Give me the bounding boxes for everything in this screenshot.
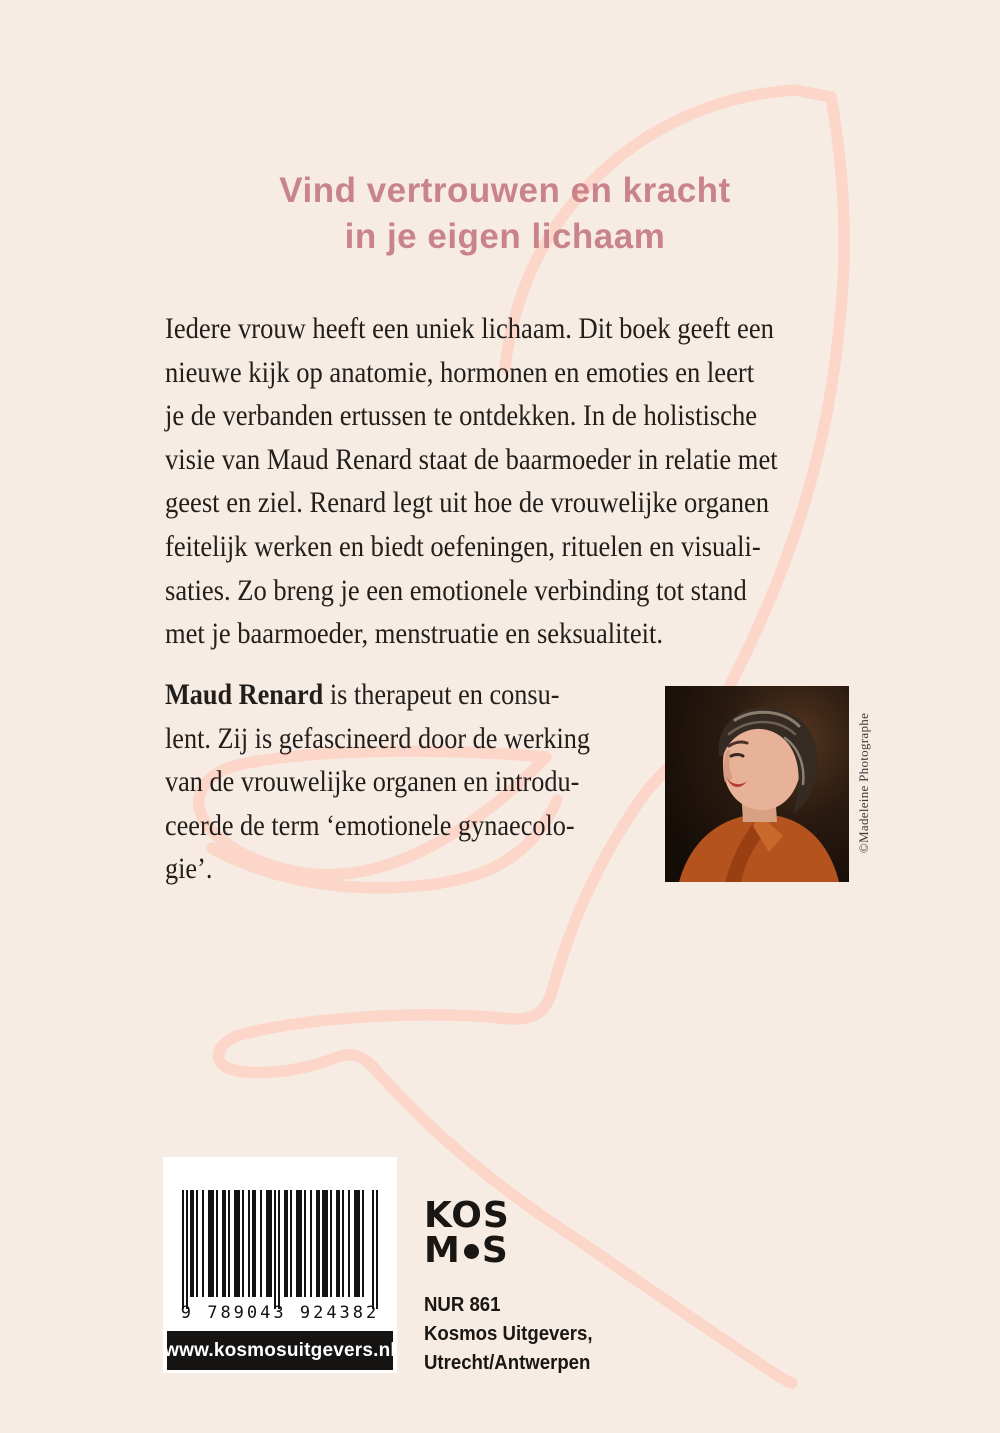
description-line: nieuwe kijk op anatomie, hormonen en emoties en leert [165, 356, 755, 389]
description-line: met je baarmoeder, menstruatie en seksualiteit. [165, 618, 664, 651]
barcode-box [163, 1157, 397, 1373]
ean-barcode [182, 1190, 378, 1312]
kosmos-logo [424, 1195, 510, 1271]
bio-line: van de vrouwelijke organen en introdu- [165, 766, 580, 799]
publisher-website: www.kosmosuitgevers.nl [167, 1331, 393, 1370]
bio-line: ceerde de term ‘emotionele gynaecolo- [165, 809, 575, 842]
description-line: je de verbanden ertussen te ontdekken. In de holistische [165, 400, 758, 433]
tagline-line-2: in je eigen lichaam [344, 217, 666, 256]
author-portrait-image [665, 686, 849, 882]
publisher-name: Kosmos Uitgevers, [424, 1323, 593, 1345]
kosmos-logo-top: KOS [424, 1195, 510, 1236]
bio-line: gie’. [165, 853, 213, 886]
kosmos-logo-dot [464, 1244, 479, 1259]
description-line: visie van Maud Renard staat de baarmoeder in relatie met [165, 443, 778, 476]
description-line: feitelijk werken en biedt oefeningen, rituelen en visuali- [165, 530, 761, 563]
description-line: Iedere vrouw heeft een uniek lichaam. Dit boek geeft een [165, 313, 774, 345]
nur-code: NUR 861 [424, 1294, 501, 1316]
isbn-digits: 9 789043 924382 [180, 1303, 380, 1323]
publisher-location: Utrecht/Antwerpen [424, 1352, 591, 1374]
photo-credit: ©Madeleine Photographe [856, 712, 871, 854]
description-paragraph [165, 308, 867, 657]
bio-line: lent. Zij is gefascineerd door de werking [165, 722, 591, 755]
description-line: geest en ziel. Renard legt uit hoe de vrouwelijke organen [165, 487, 770, 520]
author-bio [165, 674, 663, 892]
tagline-line-1: Vind vertrouwen en kracht [279, 171, 731, 210]
author-name: Maud Renard [165, 679, 324, 711]
author-photo [665, 686, 849, 882]
tagline [0, 168, 1000, 260]
kosmos-logo-bottom: M S [424, 1230, 509, 1271]
publisher-info [424, 1291, 592, 1378]
bio-line-rest: is therapeut en consu- [323, 679, 560, 711]
description-line: saties. Zo breng je een emotionele verbinding tot stand [165, 574, 747, 607]
bio-line [165, 674, 663, 718]
